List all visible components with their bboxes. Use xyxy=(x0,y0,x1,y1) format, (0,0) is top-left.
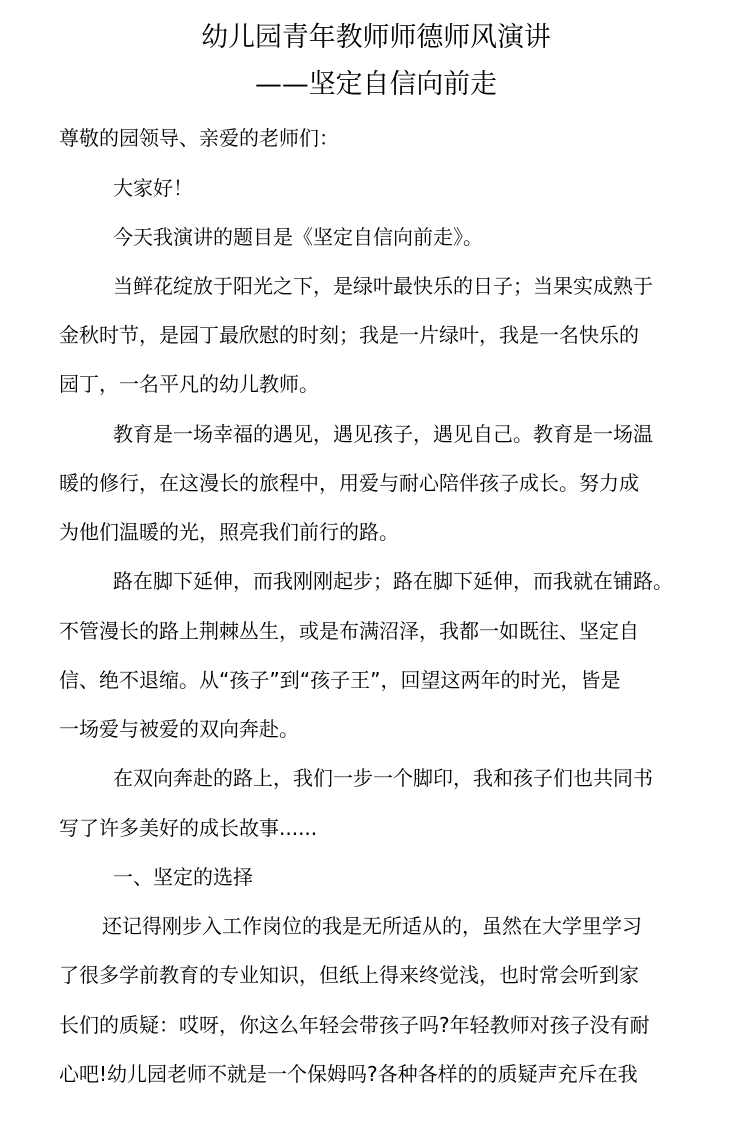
paragraph-line: 金秋时节，是园丁最欣慰的时刻；我是一片绿叶，我是一名快乐的 xyxy=(59,323,639,347)
paragraph-line: 长们的质疑：哎呀，你这么年轻会带孩子吗?年轻教师对孩子没有耐 xyxy=(59,1013,650,1037)
paragraph-line: 信、绝不退缩。从“孩子”到“孩子王”，回望这两年的时光，皆是 xyxy=(59,668,621,692)
paragraph-line: 还记得刚步入工作岗位的我是无所适从的，虽然在大学里学习 xyxy=(102,914,642,938)
paragraph-line: 为他们温暖的光，照亮我们前行的路。 xyxy=(59,520,399,544)
paragraph-line: 一场爱与被爱的双向奔赴。 xyxy=(59,717,299,741)
document-subtitle: ——坚定自信向前走 xyxy=(254,69,498,100)
paragraph-line: 不管漫长的路上荆棘丛生，或是布满沼泽，我都一如既往、坚定自 xyxy=(59,619,639,643)
paragraph-line: 当鲜花绽放于阳光之下，是绿叶最快乐的日子；当果实成熟于 xyxy=(113,274,653,298)
salutation-line: 尊敬的园领导、亲爱的老师们： xyxy=(59,126,339,150)
section-heading: 一、坚定的选择 xyxy=(113,865,253,889)
paragraph-line: 在双向奔赴的路上，我们一步一个脚印，我和孩子们也共同书 xyxy=(113,766,653,790)
paragraph-line: 写了许多美好的成长故事...... xyxy=(59,816,318,840)
paragraph-line: 路在脚下延伸，而我刚刚起步；路在脚下延伸，而我就在铺路。 xyxy=(113,569,673,593)
paragraph-line: 暖的修行，在这漫长的旅程中，用爱与耐心陪伴孩子成长。努力成 xyxy=(59,471,639,495)
paragraph-line: 园丁，一名平凡的幼儿教师。 xyxy=(59,372,319,396)
greeting-line: 大家好！ xyxy=(113,176,193,200)
paragraph-line: 心吧!幼儿园老师不就是一个保姆吗?各种各样的的质疑声充斥在我 xyxy=(59,1062,638,1086)
paragraph-line: 今天我演讲的题目是《坚定自信向前走》。 xyxy=(113,225,483,249)
paragraph-line: 教育是一场幸福的遇见，遇见孩子，遇见自己。教育是一场温 xyxy=(113,422,653,446)
document-title: 幼儿园青年教师师德师风演讲 xyxy=(201,22,551,53)
paragraph-line: 了很多学前教育的专业知识，但纸上得来终觉浅，也时常会听到家 xyxy=(59,963,639,987)
